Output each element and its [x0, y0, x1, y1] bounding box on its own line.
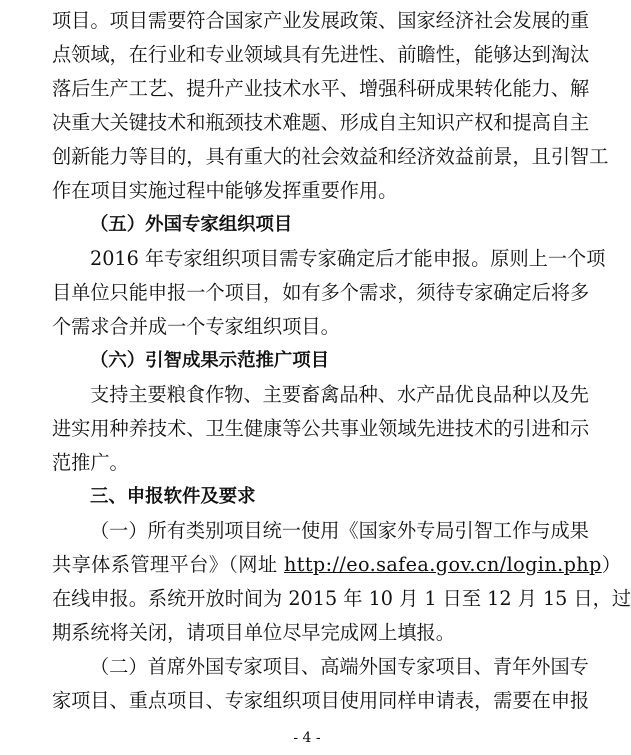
paragraph-line: 期系统将关闭，请项目单位尽早完成网上填报。: [52, 621, 455, 644]
page-number: - 4 -: [293, 730, 321, 746]
section-heading-5: （五）外国专家组织项目: [90, 214, 293, 235]
section-heading-6: （六）引智成果示范推广项目: [90, 350, 330, 371]
paragraph-text: 共享体系管理平台》（网址: [52, 553, 284, 576]
paragraph-line: 家项目、重点项目、专家组织项目使用同样申请表，需要在申报: [52, 689, 590, 712]
section-heading-3: 三、申报软件及要求: [90, 486, 256, 507]
paragraph-line: 进实用种养技术、卫生健康等公共事业领域先进技术的引进和示: [52, 417, 590, 440]
paragraph-line: 点领域，在行业和专业领域具有先进性、前瞻性，能够达到淘汰: [52, 43, 590, 66]
paragraph-line: 范推广。: [52, 451, 129, 474]
paragraph-line-url: [52, 548, 622, 582]
paragraph-line: （一）所有类别项目统一使用《国家外专局引智工作与成果: [90, 519, 589, 542]
paragraph-line: 落后生产工艺、提升产业技术水平、增强科研成果转化能力、解: [52, 77, 590, 100]
paragraph-text: ）: [601, 553, 622, 576]
paragraph-line: 支持主要粮食作物、主要畜禽品种、水产品优良品种以及先: [90, 383, 589, 406]
platform-url-link[interactable]: http://eo.safea.gov.cn/login.php: [283, 553, 602, 576]
paragraph-line: 2016 年专家组织项目需专家确定后才能申报。原则上一个项: [90, 247, 606, 270]
paragraph-line: （二）首席外国专家项目、高端外国专家项目、青年外国专: [90, 655, 589, 678]
paragraph-line: 个需求合并成一个专家组织项目。: [52, 315, 340, 338]
paragraph-line: 项目。项目需要符合国家产业发展政策、国家经济社会发展的重: [52, 9, 590, 32]
paragraph-line: 目单位只能申报一个项目，如有多个需求，须待专家确定后将多: [52, 281, 590, 304]
paragraph-line: 创新能力等目的，具有重大的社会效益和经济效益前景，且引智工: [52, 145, 609, 168]
paragraph-line: 决重大关键技术和瓶颈技术难题、形成自主知识产权和提高自主: [52, 111, 590, 134]
paragraph-line: 在线申报。系统开放时间为 2015 年 10 月 1 日至 12 月 15 日，过: [52, 587, 631, 610]
paragraph-line: 作在项目实施过程中能够发挥重要作用。: [52, 179, 398, 202]
